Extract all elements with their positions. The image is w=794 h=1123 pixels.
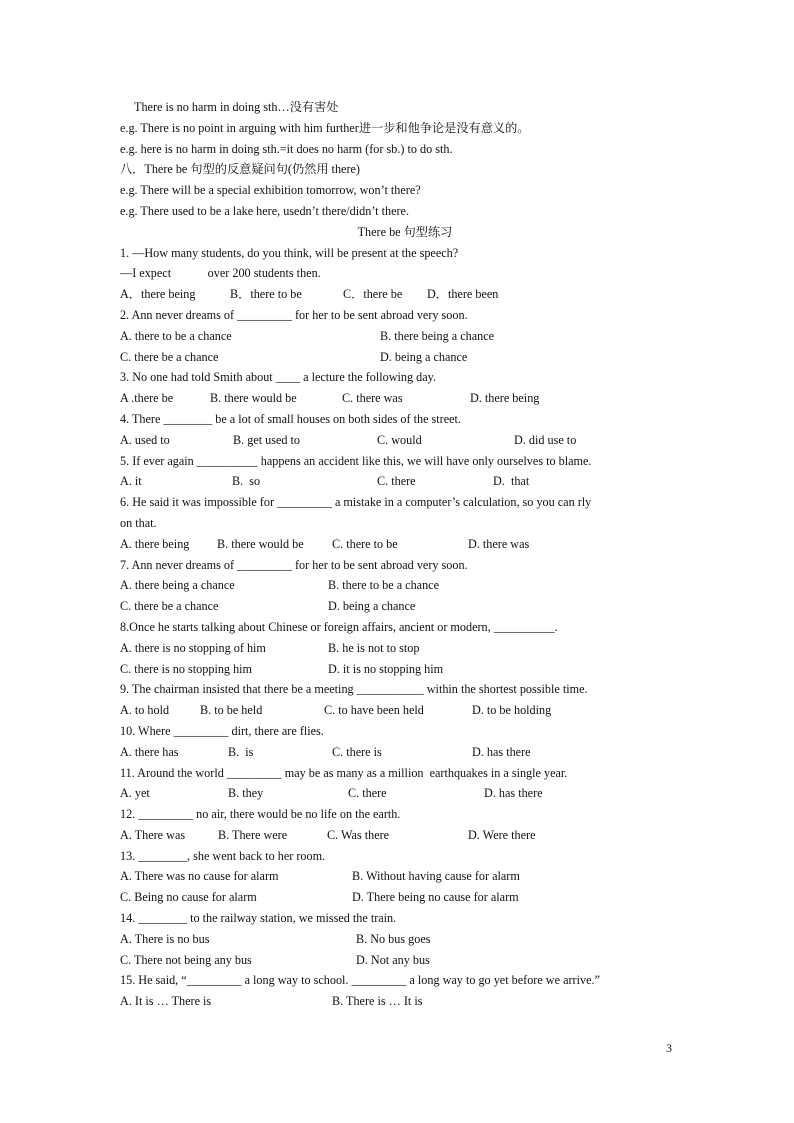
question-stem: 3. No one had told Smith about ____ a lecture the following day. bbox=[120, 370, 437, 385]
option: B. There were bbox=[218, 827, 288, 842]
option: B. There is … It is bbox=[332, 994, 423, 1009]
option: C. there bbox=[377, 474, 416, 489]
option: B. there would be bbox=[210, 391, 297, 406]
question-stem: 13. ________, she went back to her room. bbox=[120, 848, 326, 863]
option: A .there be bbox=[120, 391, 174, 406]
question-options bbox=[120, 471, 690, 492]
option: C. Was there bbox=[327, 827, 390, 842]
option: C. would bbox=[377, 432, 422, 447]
option: D. has there bbox=[472, 744, 531, 759]
question-options bbox=[120, 825, 690, 846]
question-options bbox=[120, 388, 690, 409]
option: C. there was bbox=[342, 391, 403, 406]
question-options bbox=[120, 430, 690, 451]
option: B．there to be bbox=[230, 287, 302, 302]
option: C．there be bbox=[343, 287, 403, 302]
option: C. to have been held bbox=[324, 703, 424, 718]
option: B. No bus goes bbox=[356, 931, 431, 946]
option: D. There being no cause for alarm bbox=[352, 890, 519, 905]
question-stem: 14. ________ to the railway station, we missed the train. bbox=[120, 911, 397, 926]
question-stem: 6. He said it was impossible for _________ a mistake in a computer’s calculation, so you can rly bbox=[120, 495, 592, 510]
question-stem: 10. Where _________ dirt, there are flies. bbox=[120, 723, 324, 738]
question-stem: 12. _________ no air, there would be no life on the earth. bbox=[120, 807, 401, 822]
question-options bbox=[120, 575, 690, 596]
question-stem: 1. —How many students, do you think, will be present at the speech? bbox=[120, 245, 459, 260]
option: D. Were there bbox=[468, 827, 536, 842]
option: C. there is no stopping him bbox=[120, 661, 253, 676]
option: D. Not any bus bbox=[356, 952, 430, 967]
option: D. did use to bbox=[514, 432, 577, 447]
option: A. it bbox=[120, 474, 142, 489]
question-stem: 4. There ________ be a lot of small houses on both sides of the street. bbox=[120, 411, 461, 426]
option: A. yet bbox=[120, 786, 150, 801]
option: A. there being a chance bbox=[120, 578, 235, 593]
option: B. they bbox=[228, 786, 264, 801]
option: B. is bbox=[228, 744, 254, 759]
question-stem: 9. The chairman insisted that there be a meeting ___________ within the shortest possible time. bbox=[120, 682, 588, 697]
question-stem: 5. If ever again __________ happens an accident like this, we will have only ourselves to blame. bbox=[120, 453, 592, 468]
option: A. there is no stopping of him bbox=[120, 640, 266, 655]
option: A. used to bbox=[120, 432, 170, 447]
option: C. there be a chance bbox=[120, 349, 219, 364]
option: B. so bbox=[232, 474, 261, 489]
question-options bbox=[120, 700, 690, 721]
question-stem: 7. Ann never dreams of _________ for her to be sent abroad very soon. bbox=[120, 557, 468, 572]
question-stem: 8.Once he starts talking about Chinese or foreign affairs, ancient or modern, __________. bbox=[120, 619, 558, 634]
option: C. there to be bbox=[332, 536, 398, 551]
page-number: 3 bbox=[666, 1041, 672, 1055]
question-stem: on that. bbox=[120, 515, 157, 530]
option: A. there being bbox=[120, 536, 190, 551]
question-options bbox=[120, 534, 690, 555]
note-line: e.g. There is no point in arguing with him further进一步和他争论是没有意义的。 bbox=[120, 120, 530, 135]
option: A. There was bbox=[120, 827, 186, 842]
question-options bbox=[120, 991, 690, 1012]
question-options bbox=[120, 659, 690, 680]
option: D．there been bbox=[427, 287, 499, 302]
page-content bbox=[120, 97, 690, 1012]
question-options bbox=[120, 638, 690, 659]
question-options bbox=[120, 347, 690, 368]
option: B. there to be a chance bbox=[328, 578, 439, 593]
option: C. There not being any bus bbox=[120, 952, 252, 967]
question-options bbox=[120, 950, 690, 971]
question-options bbox=[120, 596, 690, 617]
option: A. to hold bbox=[120, 703, 170, 718]
option: B. get used to bbox=[233, 432, 301, 447]
question-options bbox=[120, 887, 690, 908]
question-options bbox=[120, 783, 690, 804]
option: C. Being no cause for alarm bbox=[120, 890, 257, 905]
option: B. to be held bbox=[200, 703, 263, 718]
question-stem: —I expect over 200 students then. bbox=[120, 266, 321, 281]
section-title: There be 句型练习 bbox=[357, 224, 453, 239]
option: A. There was no cause for alarm bbox=[120, 869, 279, 884]
option: C. there is bbox=[332, 744, 382, 759]
option: C. there be a chance bbox=[120, 599, 219, 614]
option: A. There is no bus bbox=[120, 931, 210, 946]
option: D. has there bbox=[484, 786, 543, 801]
question-stem: 2. Ann never dreams of _________ for her to be sent abroad very soon. bbox=[120, 307, 468, 322]
option: A．there being bbox=[120, 287, 196, 302]
option: A. It is … There is bbox=[120, 994, 212, 1009]
option: D. that bbox=[493, 474, 530, 489]
option: A. there has bbox=[120, 744, 179, 759]
option: D. there being bbox=[470, 391, 540, 406]
note-heading: 八．There be 句型的反意疑问句(仍然用 there) bbox=[120, 162, 360, 177]
option: D. it is no stopping him bbox=[328, 661, 444, 676]
option: B. there being a chance bbox=[380, 328, 495, 343]
option: B. he is not to stop bbox=[328, 640, 420, 655]
option: A. there to be a chance bbox=[120, 328, 232, 343]
question-options bbox=[120, 929, 690, 950]
option: D. there was bbox=[468, 536, 530, 551]
option: D. to be holding bbox=[472, 703, 552, 718]
option: D. being a chance bbox=[328, 599, 416, 614]
option: B. there would be bbox=[217, 536, 304, 551]
question-options bbox=[120, 284, 690, 305]
option: D. being a chance bbox=[380, 349, 468, 364]
question-options bbox=[120, 742, 690, 763]
question-options bbox=[120, 866, 690, 887]
note-line: e.g. There will be a special exhibition tomorrow, won’t there? bbox=[120, 183, 421, 198]
note-line: e.g. There used to be a lake here, usedn’t there/didn’t there. bbox=[120, 203, 410, 218]
question-options bbox=[120, 326, 690, 347]
question-stem: 15. He said, “_________ a long way to school. _________ a long way to go yet before we arrive.” bbox=[120, 973, 600, 988]
note-line: There is no harm in doing sth…没有害处 bbox=[134, 100, 339, 114]
question-stem: 11. Around the world _________ may be as many as a million earthquakes in a single year. bbox=[120, 765, 568, 780]
option: B. Without having cause for alarm bbox=[352, 869, 520, 884]
option: C. there bbox=[348, 786, 387, 801]
note-line: e.g. here is no harm in doing sth.=it does no harm (for sb.) to do sth. bbox=[120, 141, 453, 156]
